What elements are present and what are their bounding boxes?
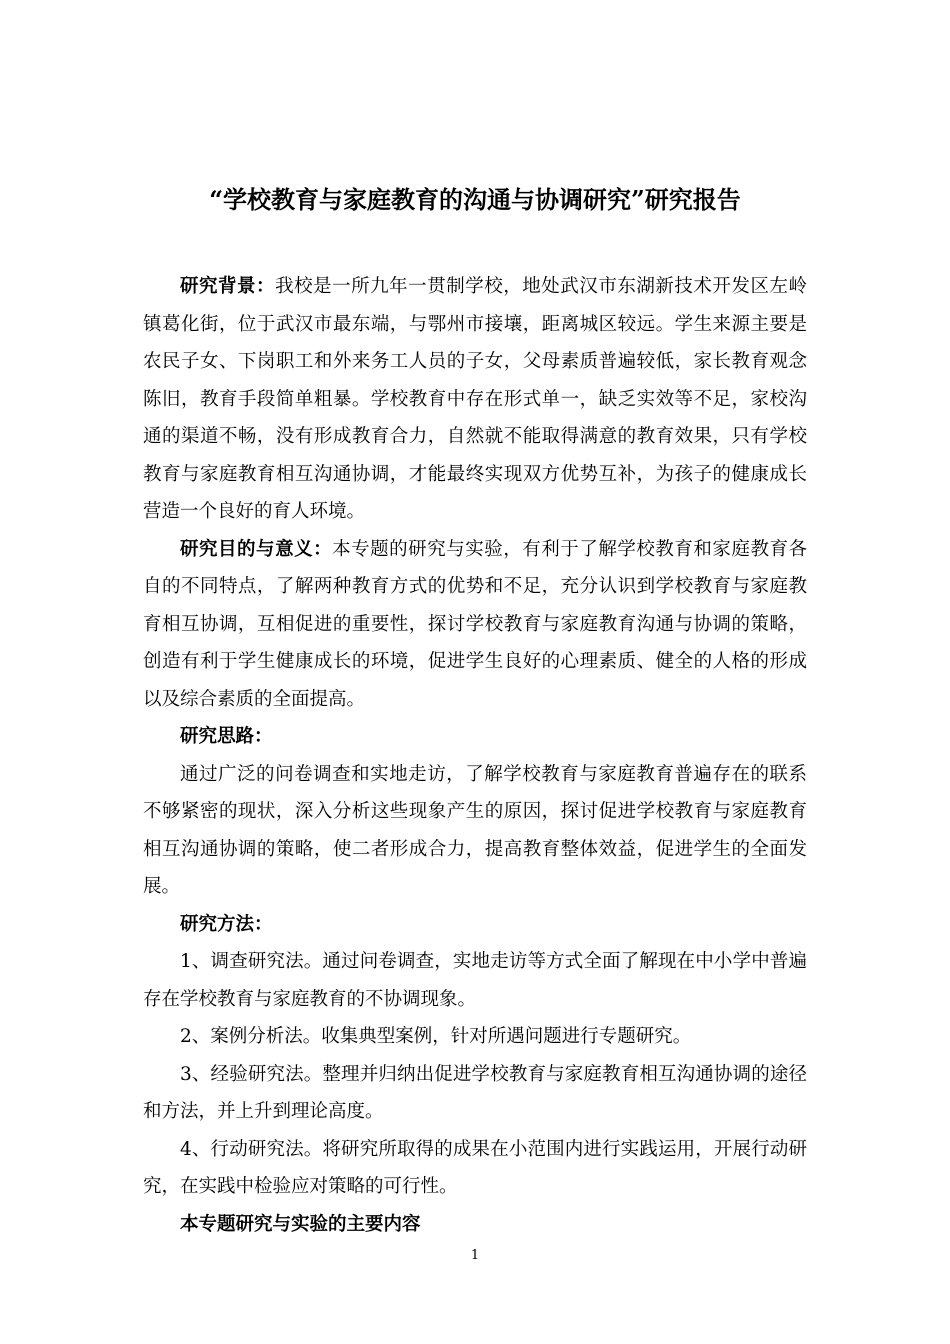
methods-heading: 研究方法： — [180, 913, 273, 935]
background-text: 我校是一所九年一贯制学校，地处武汉市东湖新技术开发区左岭镇葛化街，位于武汉市最东端，与鄂州市接壤，距离城区较远。学生来源主要是农民子女、下岗职工和外来务工人员的子女，父母素质普遍较低，家长教育观念陈旧，教育手段简单粗暴。学校教育中存在形式单一，缺乏实效等不足，家校沟通的渠道不畅，没有形成教育合力，自然就不能取得满意的教育效果，只有学校教育与家庭教育相互沟通协调，才能最终实现双方优势互补，为孩子的健康成长营造一个良好的育人环境。 — [143, 276, 807, 522]
method-item-3: 3、经验研究法。整理并归纳出促进学校教育与家庭教育相互沟通协调的途径和方法，并上升到理论高度。 — [143, 1063, 807, 1122]
background-paragraph — [143, 268, 807, 531]
purpose-paragraph — [143, 531, 807, 719]
method-item-1: 1、调查研究法。通过问卷调查，实地走访等方式全面了解现在中小学中普遍存在学校教育与家庭教育的不协调现象。 — [143, 951, 807, 1010]
approach-text: 通过广泛的问卷调查和实地走访，了解学校教育与家庭教育普遍存在的联系不够紧密的现状，深入分析这些现象产生的原因，探讨促进学校教育与家庭教育相互沟通协调的策略，使二者形成合力，提高教育整体效益，促进学生的全面发展。 — [143, 763, 807, 897]
document-title: “学校教育与家庭教育的沟通与协调研究”研究报告 — [209, 185, 741, 214]
main-content-heading: 本专题研究与实验的主要内容 — [180, 1213, 421, 1235]
background-label: 研究背景： — [180, 276, 276, 297]
page-number: 1 — [470, 1248, 480, 1263]
purpose-label: 研究目的与意义： — [180, 538, 333, 560]
document-body — [143, 268, 807, 1243]
method-item-2: 2、案例分析法。收集典型案例，针对所遇问题进行专题研究。 — [180, 1026, 692, 1047]
purpose-text: 本专题的研究与实验，有利于了解学校教育和家庭教育各自的不同特点，了解两种教育方式的优势和不足，充分认识到学校教育与家庭教育相互协调，互相促进的重要性，探讨学校教育与家庭教育沟通与协调的策略，创造有利于学生健康成长的环境，促进学生良好的心理素质、健全的人格的形成以及综合素质的全面提高。 — [143, 538, 807, 710]
approach-heading: 研究思路： — [180, 726, 273, 747]
method-item-4: 4、行动研究法。将研究所取得的成果在小范围内进行实践运用，开展行动研究，在实践中检验应对策略的可行性。 — [143, 1138, 807, 1197]
